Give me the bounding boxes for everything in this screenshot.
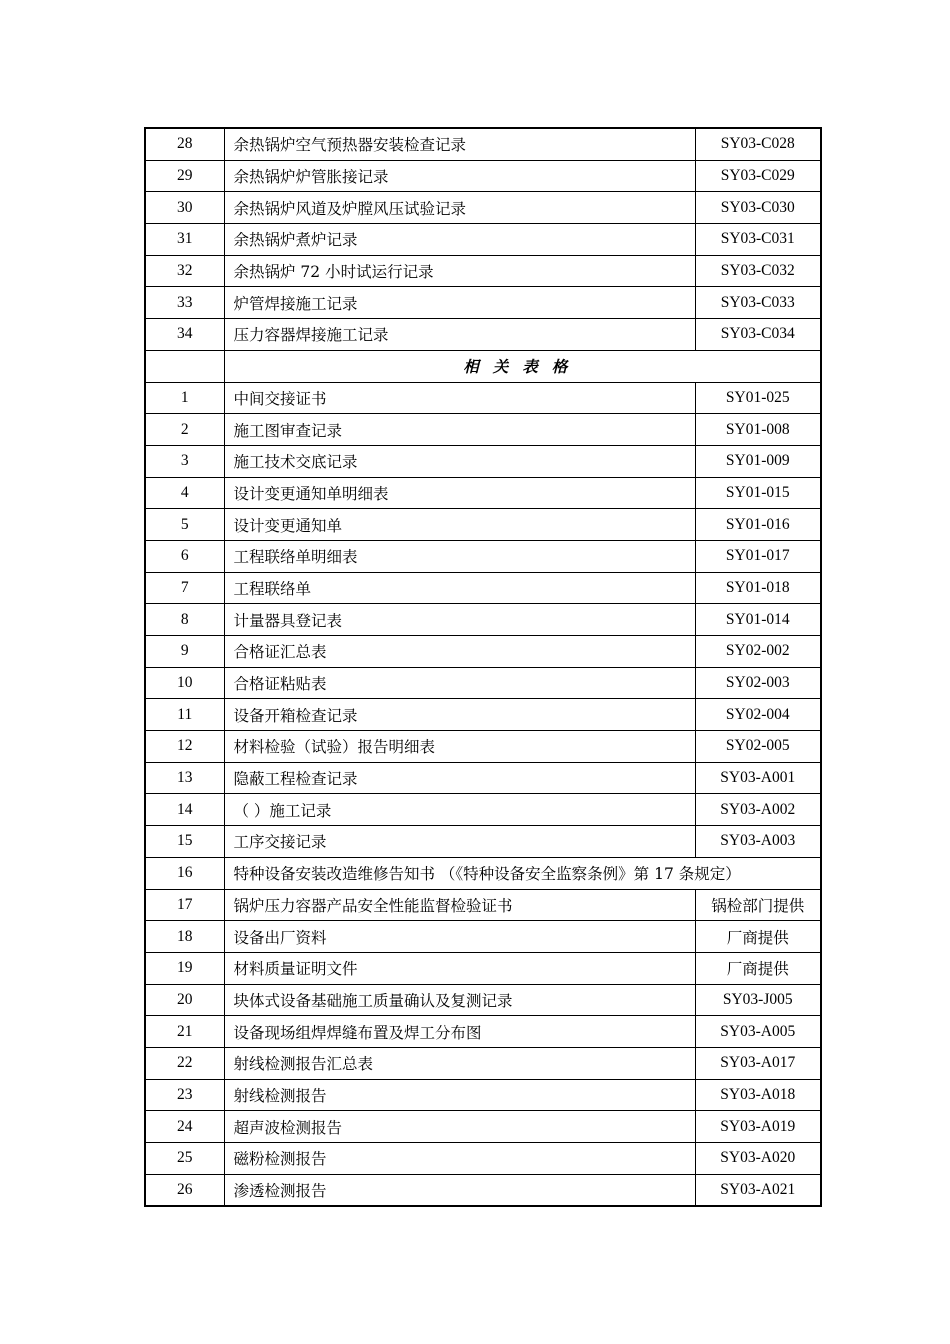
table-row (145, 952, 821, 984)
form-code: SY03-A017 (695, 1047, 821, 1079)
row-number: 21 (145, 1016, 224, 1048)
table-row (145, 1047, 821, 1079)
form-code: SY03-C032 (695, 255, 821, 287)
form-code: SY03-A005 (695, 1016, 821, 1048)
form-code: SY03-A001 (695, 762, 821, 794)
row-number: 28 (145, 128, 224, 160)
record-name: 磁粉检测报告 (224, 1143, 695, 1175)
table-row (145, 319, 821, 351)
table-row (145, 572, 821, 604)
record-name: 渗透检测报告 (224, 1174, 695, 1206)
table-row (145, 889, 821, 921)
form-code: SY03-C033 (695, 287, 821, 319)
record-name: 计量器具登记表 (224, 604, 695, 636)
table-row (145, 160, 821, 192)
row-number: 3 (145, 445, 224, 477)
row-number: 7 (145, 572, 224, 604)
record-name: 余热锅炉 72 小时试运行记录 (224, 255, 695, 287)
record-name: 工程联络单明细表 (224, 540, 695, 572)
row-number: 24 (145, 1111, 224, 1143)
table-row (145, 1143, 821, 1175)
form-code: SY03-A021 (695, 1174, 821, 1206)
record-name: 余热锅炉炉管胀接记录 (224, 160, 695, 192)
record-name: 射线检测报告 (224, 1079, 695, 1111)
record-name: 工程联络单 (224, 572, 695, 604)
form-code: SY01-009 (695, 445, 821, 477)
form-code: SY03-C034 (695, 319, 821, 351)
record-name: 设计变更通知单 (224, 509, 695, 541)
table-row (145, 794, 821, 826)
record-name: 材料检验（试验）报告明细表 (224, 731, 695, 763)
table-row (145, 857, 821, 889)
table-row (145, 636, 821, 668)
row-number: 15 (145, 826, 224, 858)
record-name: 中间交接证书 (224, 382, 695, 414)
row-number: 19 (145, 952, 224, 984)
form-code: SY03-A018 (695, 1079, 821, 1111)
record-name: 合格证粘贴表 (224, 667, 695, 699)
table-row (145, 731, 821, 763)
row-number: 31 (145, 224, 224, 256)
row-number: 13 (145, 762, 224, 794)
record-name: 余热锅炉空气预热器安装检查记录 (224, 128, 695, 160)
record-name: 设计变更通知单明细表 (224, 477, 695, 509)
form-code: SY03-J005 (695, 984, 821, 1016)
record-name: 隐蔽工程检查记录 (224, 762, 695, 794)
record-name: 设备出厂资料 (224, 921, 695, 953)
row-number: 26 (145, 1174, 224, 1206)
table-row (145, 414, 821, 446)
record-name: 材料质量证明文件 (224, 952, 695, 984)
form-code: SY02-004 (695, 699, 821, 731)
record-name: 设备现场组焊焊缝布置及焊工分布图 (224, 1016, 695, 1048)
table-row (145, 921, 821, 953)
row-number: 9 (145, 636, 224, 668)
table-body (145, 128, 821, 1206)
row-number: 25 (145, 1143, 224, 1175)
row-number: 33 (145, 287, 224, 319)
row-number: 18 (145, 921, 224, 953)
record-name: 余热锅炉煮炉记录 (224, 224, 695, 256)
row-number: 14 (145, 794, 224, 826)
row-number: 20 (145, 984, 224, 1016)
form-code: SY02-002 (695, 636, 821, 668)
record-name: 合格证汇总表 (224, 636, 695, 668)
table-row (145, 1016, 821, 1048)
form-code: SY01-016 (695, 509, 821, 541)
row-number: 34 (145, 319, 224, 351)
record-name: 锅炉压力容器产品安全性能监督检验证书 (224, 889, 695, 921)
record-name: 工序交接记录 (224, 826, 695, 858)
section-empty-cell (145, 350, 224, 382)
table-row (145, 762, 821, 794)
form-code: SY03-A019 (695, 1111, 821, 1143)
row-number: 29 (145, 160, 224, 192)
row-number: 1 (145, 382, 224, 414)
form-code: SY03-C030 (695, 192, 821, 224)
row-number: 10 (145, 667, 224, 699)
record-name: 炉管焊接施工记录 (224, 287, 695, 319)
table-row (145, 540, 821, 572)
table-row (145, 1079, 821, 1111)
row-number: 30 (145, 192, 224, 224)
section-title: 相关表格 (224, 350, 821, 382)
form-code: SY03-C031 (695, 224, 821, 256)
table-row (145, 445, 821, 477)
form-code: SY01-018 (695, 572, 821, 604)
table-row (145, 287, 821, 319)
form-code: SY02-005 (695, 731, 821, 763)
record-name: 余热锅炉风道及炉膛风压试验记录 (224, 192, 695, 224)
record-name: 射线检测报告汇总表 (224, 1047, 695, 1079)
form-code: SY03-C029 (695, 160, 821, 192)
form-code: SY01-015 (695, 477, 821, 509)
table-row (145, 1111, 821, 1143)
row-number: 2 (145, 414, 224, 446)
row-number: 17 (145, 889, 224, 921)
row-number: 23 (145, 1079, 224, 1111)
table-row (145, 604, 821, 636)
form-code: SY03-A003 (695, 826, 821, 858)
form-code: SY03-A020 (695, 1143, 821, 1175)
row-number: 8 (145, 604, 224, 636)
form-code: SY02-003 (695, 667, 821, 699)
row-number: 11 (145, 699, 224, 731)
record-name: 压力容器焊接施工记录 (224, 319, 695, 351)
form-code: SY01-017 (695, 540, 821, 572)
form-code: SY01-008 (695, 414, 821, 446)
form-code: 厂商提供 (695, 952, 821, 984)
row-number: 22 (145, 1047, 224, 1079)
record-name: 块体式设备基础施工质量确认及复测记录 (224, 984, 695, 1016)
table-row (145, 667, 821, 699)
table-row (145, 382, 821, 414)
section-row (145, 350, 821, 382)
table-row (145, 128, 821, 160)
table-row (145, 509, 821, 541)
table-row (145, 255, 821, 287)
record-name: 特种设备安装改造维修告知书 （《特种设备安全监察条例》第 17 条规定） (224, 857, 821, 889)
table-row (145, 224, 821, 256)
record-name: 施工技术交底记录 (224, 445, 695, 477)
form-code: SY01-014 (695, 604, 821, 636)
form-code: 锅检部门提供 (695, 889, 821, 921)
row-number: 4 (145, 477, 224, 509)
row-number: 32 (145, 255, 224, 287)
record-name: 施工图审查记录 (224, 414, 695, 446)
table-row (145, 192, 821, 224)
table-row (145, 826, 821, 858)
record-index-table (144, 127, 822, 1207)
form-code: 厂商提供 (695, 921, 821, 953)
row-number: 5 (145, 509, 224, 541)
table-row (145, 477, 821, 509)
table-row (145, 699, 821, 731)
row-number: 12 (145, 731, 224, 763)
record-name: （ ）施工记录 (224, 794, 695, 826)
form-code: SY03-C028 (695, 128, 821, 160)
table-row (145, 1174, 821, 1206)
record-name: 超声波检测报告 (224, 1111, 695, 1143)
form-code: SY01-025 (695, 382, 821, 414)
record-name: 设备开箱检查记录 (224, 699, 695, 731)
table-row (145, 984, 821, 1016)
form-code: SY03-A002 (695, 794, 821, 826)
row-number: 16 (145, 857, 224, 889)
row-number: 6 (145, 540, 224, 572)
